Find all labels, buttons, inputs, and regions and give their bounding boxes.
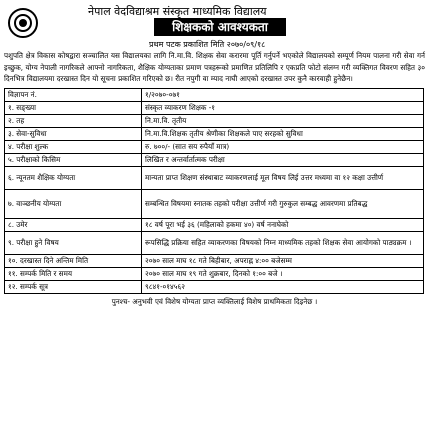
row-value: मान्यता प्राप्त शिक्षण संस्थाबाट व्याकरणलाई मूल विषय लिई उत्तर मध्यमा वा १२ कक्षा उत्तीर्ण [142, 166, 424, 189]
notice-title: शिक्षकको आवश्यकता [154, 18, 286, 36]
row-value: १८ वर्ष पूरा भई ३६ (महिलाको हकमा ४०) वर्ष ननाघेको [142, 218, 424, 231]
row-label: ८. उमेर [5, 218, 142, 231]
row-value: लिखित र अन्तर्वार्तात्मक परीक्षा [142, 153, 424, 166]
row-value: १/२०७०-०७१ [142, 88, 424, 101]
table-row [5, 140, 424, 153]
table-row [5, 153, 424, 166]
table-row [5, 88, 424, 101]
table-row [5, 189, 424, 218]
table-row [5, 231, 424, 254]
row-value: नि.मा.वि. तृतीय [142, 114, 424, 127]
row-label: १०. दरखास्त दिने अन्तिम मिति [5, 254, 142, 267]
row-value: २०७० साल माघ १९ गते शुक्रबार, दिनको १:०० बजे । [142, 267, 424, 280]
row-label: ५. परीक्षाको किसिम [5, 153, 142, 166]
row-label: ९. परीक्षा हुने विषय [5, 231, 142, 254]
table-row [5, 218, 424, 231]
row-value: नि.मा.वि.शिक्षक तृतीय श्रेणीका शिक्षकले पाए सरहको सुविधा [142, 127, 424, 140]
row-label: ११. सम्पर्क मिति र समय [5, 267, 142, 280]
school-logo-icon [8, 8, 38, 38]
requirements-body [5, 88, 424, 293]
school-name: नेपाल वेदविद्याश्रम संस्कृत माध्यमिक विद्यालय [88, 5, 267, 18]
table-row [5, 254, 424, 267]
table-row [5, 267, 424, 280]
row-label: २. तह [5, 114, 142, 127]
row-label: ४. परीक्षा शुल्क [5, 140, 142, 153]
logo-core [19, 19, 27, 27]
row-label: १२. सम्पर्क सूत्र [5, 280, 142, 293]
row-label: ७. वाञ्छनीय योग्यता [5, 189, 142, 218]
row-value: रूपसिद्धि प्रक्रिया सहित व्याकरणका विषयको निम्न माध्यमिक तहको शिक्षक सेवा आयोगको पाठ्यक्रम । [142, 231, 424, 254]
footer-note: पुनश्च- अनुभवी एवं विशेष योग्यता प्राप्त व्यक्तिलाई विशेष प्राथमिकता दिइनेछ । [111, 296, 318, 306]
table-row [5, 280, 424, 293]
table-row [5, 114, 424, 127]
row-value: ९८४१-०१४५६२ [142, 280, 424, 293]
row-label: ३. सेवा-सुविधा [5, 127, 142, 140]
published-date: प्रथम पटक प्रकाशित मिति २०७०/०९/१८ [149, 40, 266, 49]
table-row [5, 166, 424, 189]
table-row [5, 101, 424, 114]
notice-header [4, 2, 425, 50]
row-label: ६. न्यूनतम शैक्षिक योग्यता [5, 166, 142, 189]
table-row [5, 127, 424, 140]
row-label: विज्ञापन नं. [5, 88, 142, 101]
row-value: रु. ७००/- (सात सय रुपैयाँ मात्र) [142, 140, 424, 153]
row-value: २०७० साल माघ १८ गते बिहीबार, अपराह्न ४:०० बजेसम्म [142, 254, 424, 267]
row-label: १. सङ्ख्या [5, 101, 142, 114]
row-value: संस्कृत व्याकरण शिक्षक -१ [142, 101, 424, 114]
row-value: सम्बन्धित विषयमा स्नातक तहको परीक्षा उत्तीर्ण गरी गुरुकुल सम्बद्ध आवरणमा प्रतिबद्ध [142, 189, 424, 218]
requirements-table [4, 88, 424, 294]
intro-paragraph: पशुपति क्षेत्र विकास कोषद्वारा सञ्चालित यस विद्यालयका लागि नि.मा.वि. शिक्षक सेवा करारमा पूर्ति गर्नुपर्ने भएकोले विद्यालयको सम्पूर्ण नियम पालना गरी सेवा गर्न इच्छुक, योग्य नेपाली नागरिकले आफ्नो नागरिकता, शैक्षिक योग्यताका प्रमाण पत्रहरूको प्रमाणित प्रतिलिपि र एकप्रति फोटो संलग्न गरी व्यक्तिगत विवरण सहित ३० दिनभित्र विद्यालयमा दरखास्त दिन यो सूचना प्रकाशित गरिएको छ। रीत नपुगी वा म्याद नाघी आएको दरखास्त उपर कुनै कारवाही हुनेछैन। [4, 51, 425, 84]
